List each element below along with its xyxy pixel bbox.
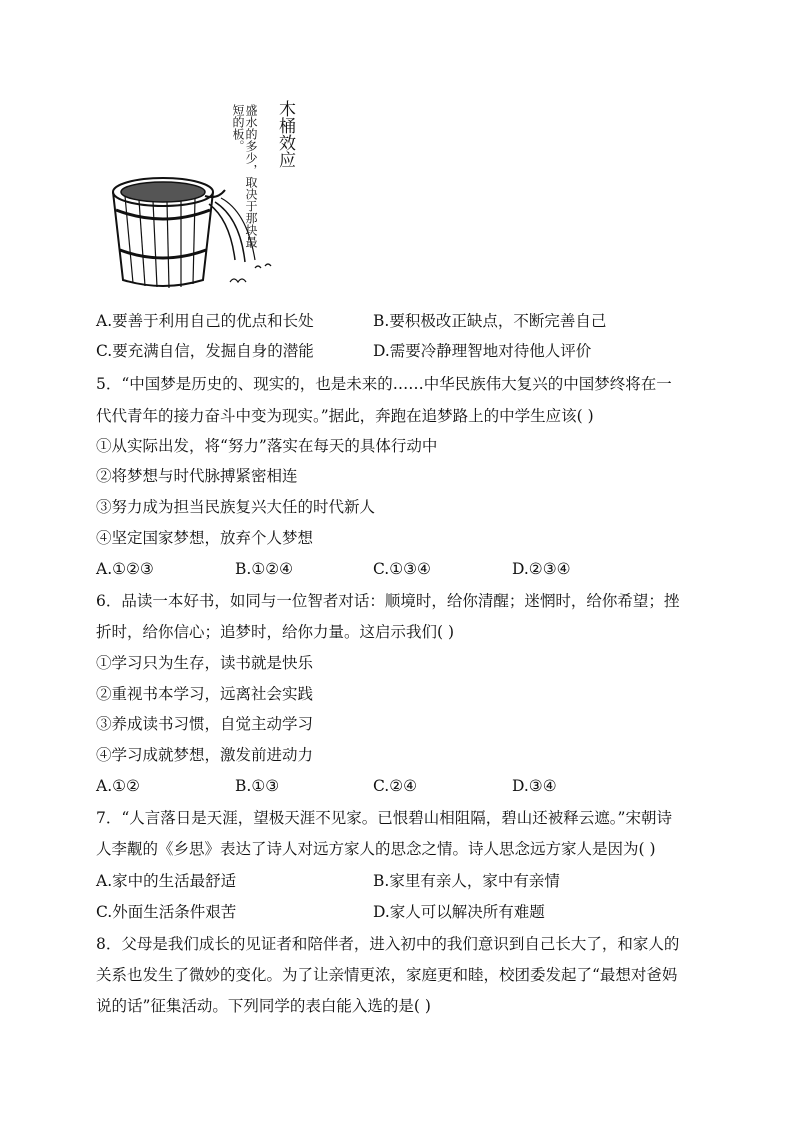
q5-option-d: D.②③④ <box>512 560 571 578</box>
q5-stem-line1: 5．“中国梦是历史的、现实的，也是未来的……中华民族伟大复兴的中国梦终将在一 <box>96 375 672 393</box>
q4-option-a: A.要善于利用自己的优点和长处 <box>96 312 314 330</box>
q5-item-3: ③努力成为担当民族复兴大任的时代新人 <box>96 498 376 516</box>
q6-item-1: ①学习只为生存，读书就是快乐 <box>96 654 314 672</box>
q6-stem-line1: 6．品读一本好书，如同与一位智者对话：顺境时，给你清醒；迷惘时，给你希望；挫 <box>96 592 680 610</box>
q7-option-b: B.家里有亲人，家中有亲情 <box>373 872 560 890</box>
figure-title: 木桶效应 <box>275 100 295 168</box>
q6-option-b: B.①③ <box>235 777 280 795</box>
q7-stem-line1: 7．“人言落日是天涯，望极天涯不见家。已恨碧山相阻隔，碧山还被释云遮。”宋朝诗 <box>96 809 672 827</box>
q6-option-a: A.①② <box>96 777 140 795</box>
q5-option-b: B.①②④ <box>235 560 294 578</box>
q8-stem-line3: 说的话”征集活动。下列同学的表白能入选的是( ) <box>96 997 431 1015</box>
q8-stem-line1: 8．父母是我们成长的见证者和陪伴者，进入初中的我们意识到自己长大了，和家人的 <box>96 935 680 953</box>
figure-caption: 盛水的多少，取决于那块最短的板。 <box>231 104 258 248</box>
q6-item-3: ③养成读书习惯，自觉主动学习 <box>96 715 314 733</box>
q8-stem-line2: 关系也发生了微妙的变化。为了让亲情更浓，家庭更和睦，校团委发起了“最想对爸妈 <box>96 966 678 984</box>
q5-item-1: ①从实际出发，将“努力”落实在每天的具体行动中 <box>96 437 438 455</box>
q5-item-4: ④坚定国家梦想，放弃个人梦想 <box>96 529 314 547</box>
q7-option-a: A.家中的生活最舒适 <box>96 872 237 890</box>
q5-option-c: C.①③④ <box>373 560 431 578</box>
q4-option-b: B.要积极改正缺点，不断完善自己 <box>373 312 607 330</box>
q4-option-d: D.需要冷静理智地对待他人评价 <box>373 342 592 360</box>
q6-item-2: ②重视书本学习，远离社会实践 <box>96 685 314 703</box>
q7-stem-line2: 人李觏的《乡思》表达了诗人对远方家人的思念之情。诗人思念远方家人是因为( ) <box>96 840 656 858</box>
q5-stem-line2: 代代青年的接力奋斗中变为现实。”据此，奔跑在追梦路上的中学生应该( ) <box>96 407 594 425</box>
q6-option-d: D.③④ <box>512 777 557 795</box>
q5-option-a: A.①②③ <box>96 560 154 578</box>
q5-item-2: ②将梦想与时代脉搏紧密相连 <box>96 467 298 485</box>
q6-option-c: C.②④ <box>373 777 418 795</box>
q6-stem-line2: 折时，给你信心；追梦时，给你力量。这启示我们( ) <box>96 623 455 641</box>
q7-option-c: C.外面生活条件艰苦 <box>96 903 237 921</box>
q4-option-c: C.要充满自信，发掘自身的潜能 <box>96 342 314 360</box>
q6-item-4: ④学习成就梦想，激发前进动力 <box>96 746 314 764</box>
q7-option-d: D.家人可以解决所有难题 <box>373 903 545 921</box>
